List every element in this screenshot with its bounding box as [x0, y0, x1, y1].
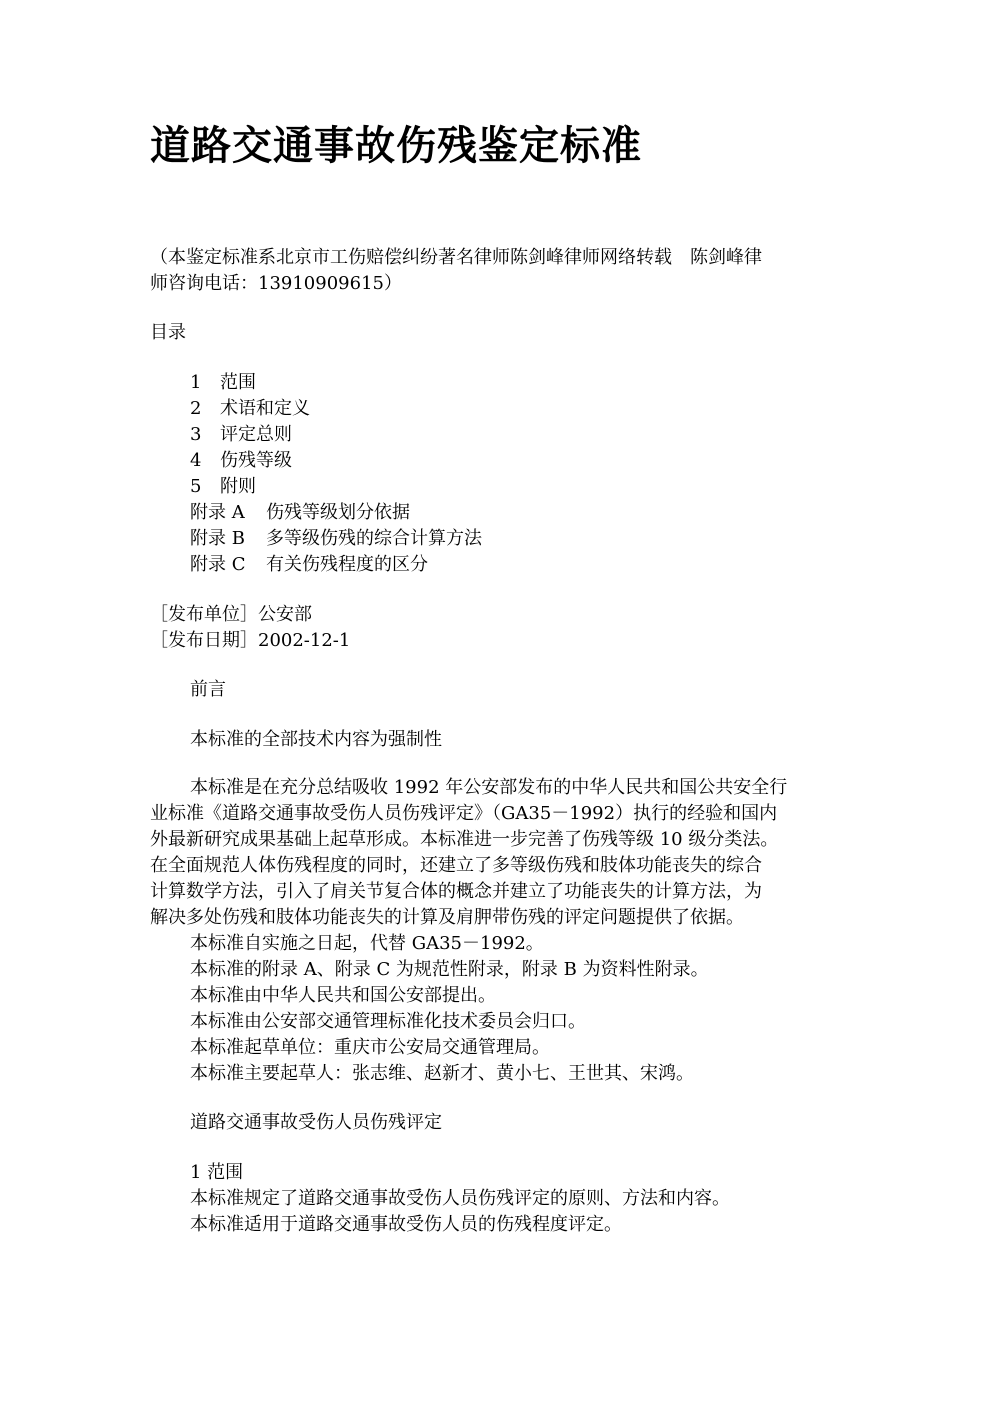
foreword-paragraph-line: 业标准《道路交通事故受伤人员伤残评定》（GA35－1992）执行的经验和国内 — [150, 803, 778, 824]
toc-item — [190, 396, 880, 422]
toc-item-number: 3 — [190, 424, 202, 445]
scope-paragraph: 本标准规定了道路交通事故受伤人员伤残评定的原则、方法和内容。 — [190, 1188, 730, 1209]
scope-heading: 1 范围 — [190, 1162, 244, 1183]
document-title: 道路交通事故伤残鉴定标准 — [150, 122, 642, 169]
foreword-item: 本标准主要起草人：张志维、赵新才、黄小七、王世其、宋鸿。 — [190, 1063, 694, 1084]
toc-item-label: 范围 — [220, 372, 256, 393]
foreword-paragraph-line: 在全面规范人体伤残程度的同时，还建立了多等级伤残和肢体功能丧失的综合 — [150, 855, 762, 876]
toc-item — [190, 422, 880, 448]
standard-title: 道路交通事故受伤人员伤残评定 — [190, 1112, 442, 1133]
toc-item-label: 评定总则 — [220, 424, 292, 445]
foreword-paragraph-line: 计算数学方法，引入了肩关节复合体的概念并建立了功能丧失的计算方法，为 — [150, 881, 762, 902]
table-of-contents — [190, 370, 880, 578]
foreword-item: 本标准的附录 A、附录 C 为规范性附录，附录 B 为资料性附录。 — [190, 959, 709, 980]
foreword-body — [150, 775, 840, 1087]
foreword-item: 本标准起草单位：重庆市公安局交通管理局。 — [190, 1037, 550, 1058]
source-note-line: 师咨询电话：13910909615） — [150, 273, 402, 294]
toc-appendix-number: 附录 C — [190, 554, 246, 575]
toc-appendix — [190, 526, 880, 552]
mandatory-statement: 本标准的全部技术内容为强制性 — [190, 729, 442, 750]
toc-appendix — [190, 500, 880, 526]
toc-appendix — [190, 552, 880, 578]
toc-appendix-label: 伤残等级划分依据 — [266, 502, 410, 523]
toc-item-label: 术语和定义 — [220, 398, 310, 419]
publish-date: ［发布日期］2002-12-1 — [150, 630, 351, 651]
scope-section — [150, 1160, 840, 1238]
scope-paragraph: 本标准适用于道路交通事故受伤人员的伤残程度评定。 — [190, 1214, 622, 1235]
toc-item-number: 4 — [190, 450, 202, 471]
foreword-item: 本标准自实施之日起，代替 GA35－1992。 — [190, 933, 544, 954]
publication-info — [150, 602, 840, 654]
toc-item-number: 2 — [190, 398, 202, 419]
source-note-line: （本鉴定标准系北京市工伤赔偿纠纷著名律师陈剑峰律师网络转载 陈剑峰律 — [150, 247, 762, 268]
foreword-paragraph-line: 本标准是在充分总结吸收 1992 年公安部发布的中华人民共和国公共安全行 — [190, 777, 788, 798]
foreword-paragraph-line: 外最新研究成果基础上起草形成。本标准进一步完善了伤残等级 10 级分类法。 — [150, 829, 779, 850]
toc-item-number: 5 — [190, 476, 202, 497]
foreword-paragraph-line: 解决多处伤残和肢体功能丧失的计算及肩胛带伤残的评定问题提供了依据。 — [150, 907, 744, 928]
toc-item-label: 伤残等级 — [220, 450, 292, 471]
foreword-item: 本标准由中华人民共和国公安部提出。 — [190, 985, 496, 1006]
source-note — [150, 245, 840, 297]
toc-item — [190, 448, 880, 474]
publisher: ［发布单位］公安部 — [150, 604, 312, 625]
toc-item-label: 附则 — [220, 476, 256, 497]
toc-appendix-label: 多等级伤残的综合计算方法 — [266, 528, 482, 549]
toc-item — [190, 370, 880, 396]
toc-item — [190, 474, 880, 500]
toc-item-number: 1 — [190, 372, 202, 393]
toc-heading: 目录 — [150, 322, 186, 343]
foreword-item: 本标准由公安部交通管理标准化技术委员会归口。 — [190, 1011, 586, 1032]
toc-appendix-number: 附录 A — [190, 502, 245, 523]
foreword-heading: 前言 — [190, 679, 226, 700]
toc-appendix-number: 附录 B — [190, 528, 245, 549]
toc-appendix-label: 有关伤残程度的区分 — [266, 554, 428, 575]
